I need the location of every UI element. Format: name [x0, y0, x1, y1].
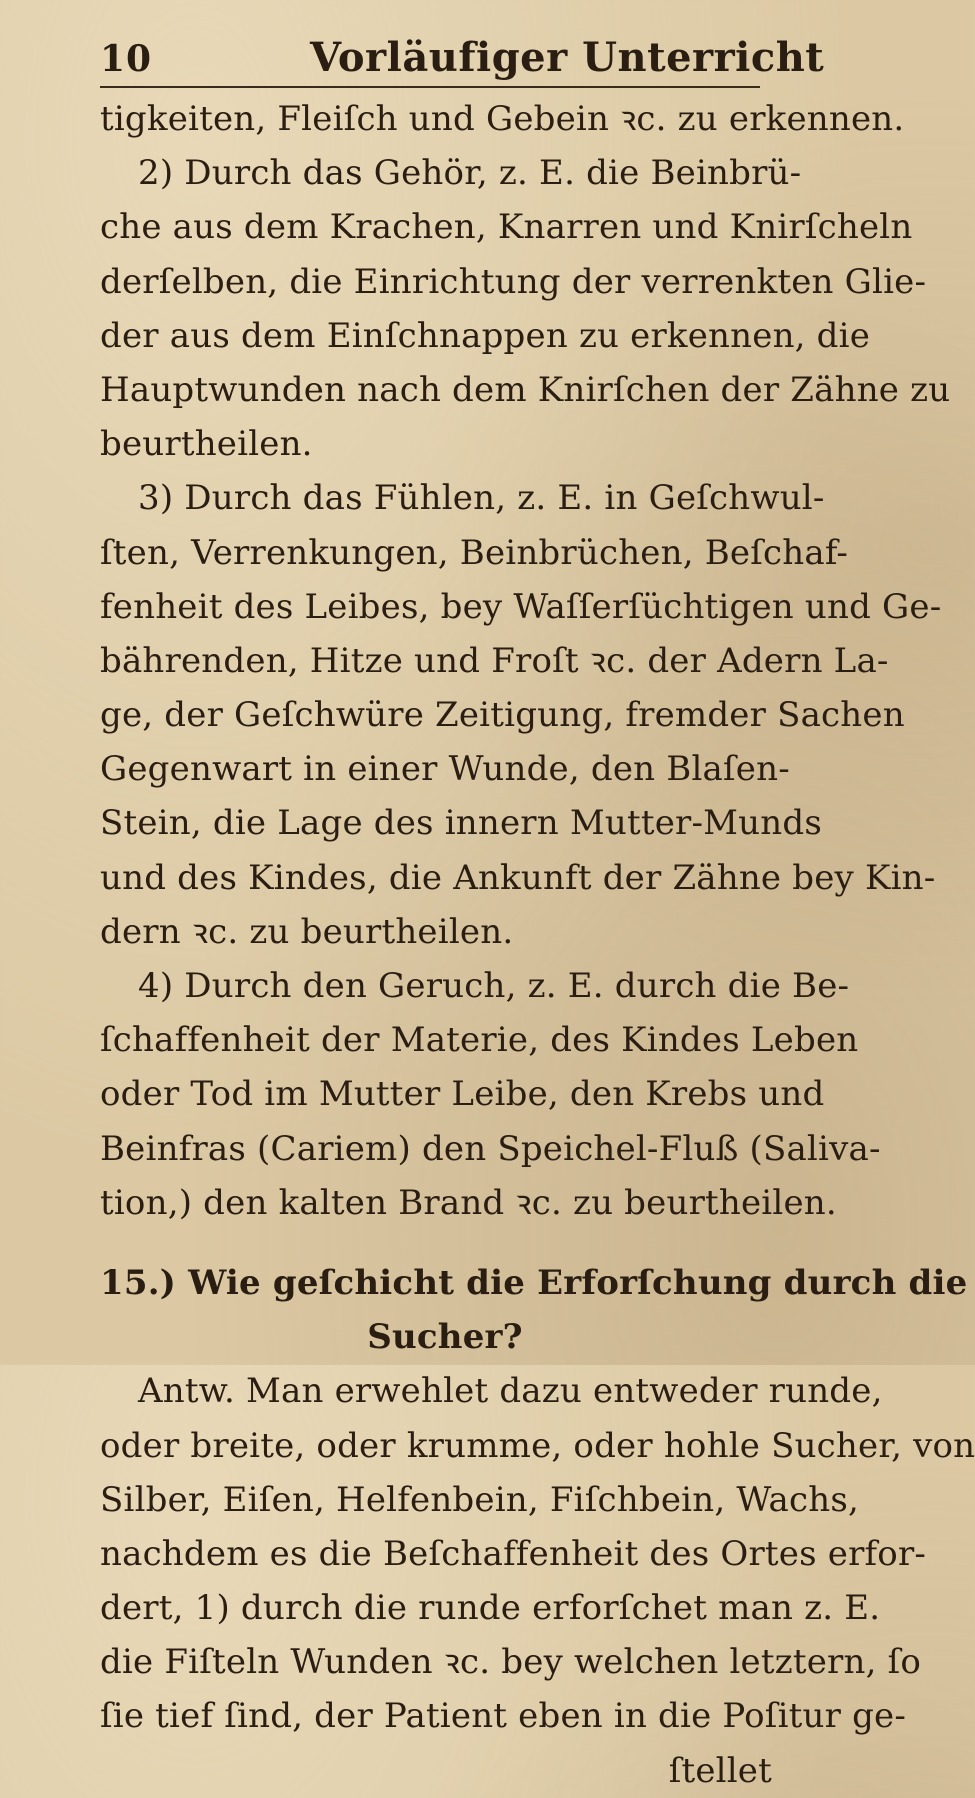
text-line: ſchaffenheit der Materie, des Kindes Leben	[100, 1020, 859, 1061]
text-line: derſelben, die Einrichtung der verrenkten Glie-	[100, 261, 927, 302]
text-line: 4) Durch den Geruch, z. E. durch die Be-	[138, 966, 850, 1006]
header-rule	[100, 86, 760, 88]
text-line: Hauptwunden nach dem Knirſchen der Zähne zu	[100, 369, 951, 410]
text-line: che aus dem Krachen, Knarren und Knirſcheln	[100, 207, 913, 248]
page-header	[100, 28, 825, 84]
running-title: Vorläufiger Unterricht	[310, 34, 825, 81]
question-heading-continued: Sucher?	[367, 1317, 523, 1358]
text-line: fenheit des Leibes, bey Waſſerſüchtigen und Ge-	[100, 586, 942, 627]
text-line: tigkeiten, Fleiſch und Gebein ꝛc. zu erkennen.	[100, 99, 905, 139]
text-line: ſten, Verrenkungen, Beinbrüchen, Beſchaf-	[100, 532, 849, 573]
text-line: Stein, die Lage des innern Mutter-Munds	[100, 803, 822, 844]
text-line: und des Kindes, die Ankunft der Zähne bey Kin-	[100, 857, 936, 898]
catchword: ſtellet	[668, 1750, 772, 1791]
text-line: Silber, Eiſen, Helfenbein, Fiſchbein, Wachs,	[100, 1479, 860, 1520]
text-line: oder breite, oder krumme, oder hohle Sucher, von	[100, 1425, 975, 1466]
text-line: Beinfras (Cariem) den Speichel-Fluß (Saliva-	[100, 1128, 881, 1169]
text-line: ge, der Geſchwüre Zeitigung, fremder Sachen	[100, 695, 905, 736]
body-text	[100, 92, 975, 1798]
text-line: 3) Durch das Fühlen, z. E. in Geſchwul-	[138, 478, 825, 519]
text-line: die Fiſteln Wunden ꝛc. bey welchen letztern, ſo	[100, 1642, 922, 1683]
answer-line: Antw. Man erwehlet dazu entweder runde,	[138, 1371, 883, 1412]
question-heading: 15.) Wie geſchicht die Erforſchung durch die	[100, 1262, 968, 1303]
text-line: beurtheilen.	[100, 424, 313, 465]
text-line: ſie tief ſind, der Patient eben in die Poſitur ge-	[100, 1696, 907, 1737]
text-line: dert, 1) durch die runde erforſchet man z. E.	[100, 1588, 881, 1629]
text-line: dern ꝛc. zu beurtheilen.	[100, 911, 514, 952]
text-line: 2) Durch das Gehör, z. E. die Beinbrü-	[138, 153, 802, 194]
section-gap	[100, 1230, 790, 1256]
text-line: Gegenwart in einer Wunde, den Blaſen-	[100, 749, 790, 790]
text-line: der aus dem Einſchnappen zu erkennen, die	[100, 315, 871, 356]
text-line: tion,) den kalten Brand ꝛc. zu beurtheilen.	[100, 1182, 837, 1223]
text-line: bährenden, Hitze und Froſt ꝛc. der Adern La-	[100, 640, 889, 681]
text-line: nachdem es die Beſchaffenheit des Ortes erfor-	[100, 1533, 927, 1574]
page-number: 10	[100, 38, 153, 80]
text-line: oder Tod im Mutter Leibe, den Krebs und	[100, 1074, 825, 1115]
